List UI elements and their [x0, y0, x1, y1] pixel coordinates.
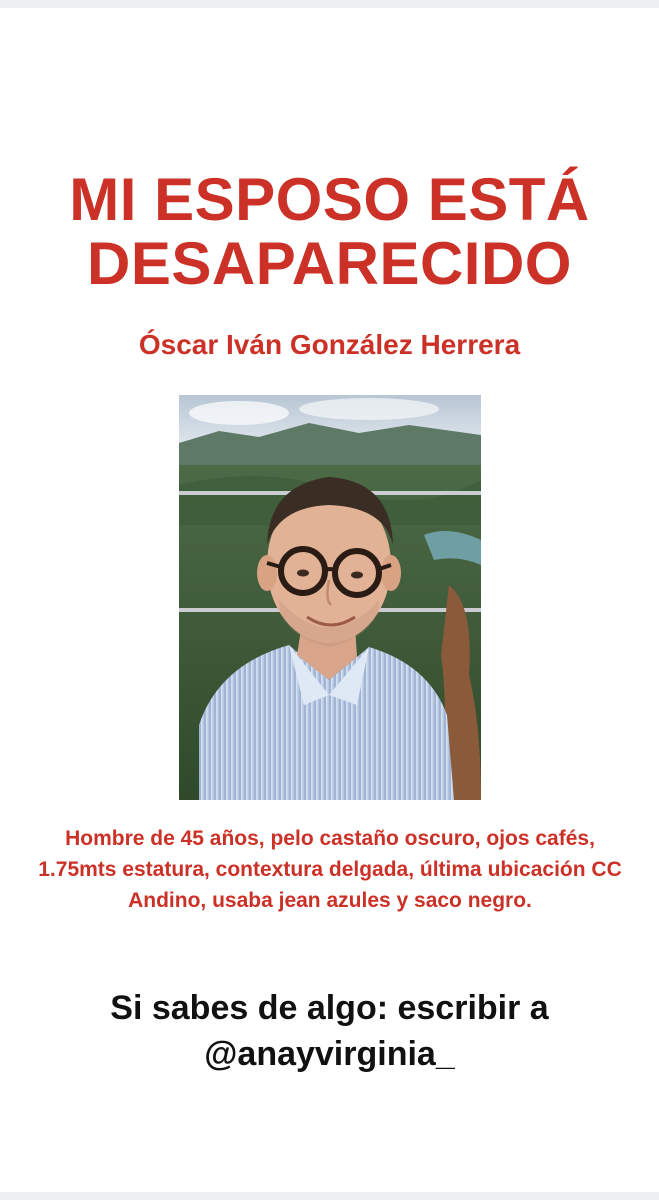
- person-name: Óscar Iván González Herrera: [138, 329, 521, 360]
- contact-line-1: Si sabes de algo: escribir a: [110, 989, 549, 1027]
- contact-info: [0, 985, 659, 1077]
- person-photo: [179, 395, 481, 800]
- bottom-band: [0, 1192, 659, 1200]
- person-description: Hombre de 45 años, pelo castaño oscuro, ojos cafés, 1.75mts estatura, contextura delgada, última ubicación CC Andino, usaba jean azules y saco negro.: [38, 827, 622, 912]
- headline: [0, 168, 659, 296]
- top-band: [0, 0, 659, 8]
- headline-line-2: DESAPARECIDO: [87, 230, 572, 297]
- contact-handle: @anayvirginia_: [204, 1035, 455, 1073]
- headline-line-1: MI ESPOSO ESTÁ: [69, 166, 590, 233]
